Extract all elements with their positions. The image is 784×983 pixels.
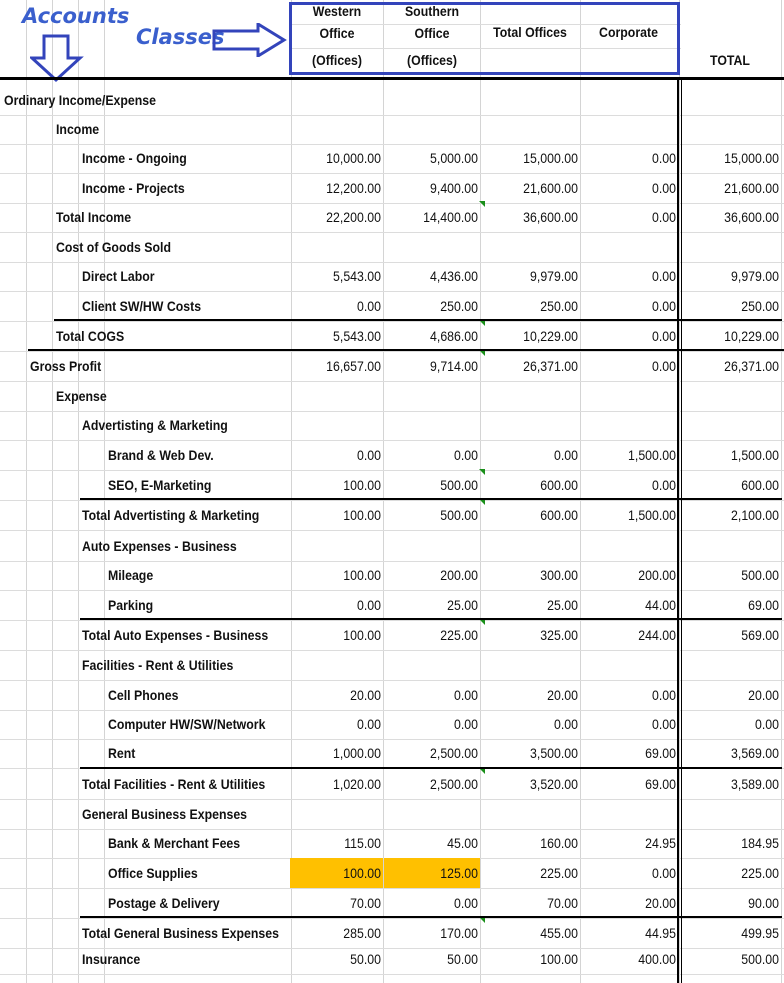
table-row [0, 681, 784, 709]
value-cell[interactable]: 100.00 [343, 567, 381, 583]
row-label[interactable]: Total Facilities - Rent & Utilities [82, 776, 266, 792]
value-cell[interactable]: 9,400.00 [430, 180, 478, 196]
table-row [0, 262, 784, 290]
table-row [0, 800, 784, 828]
value-cell[interactable]: 20.00 [350, 687, 381, 703]
value-cell[interactable]: 0.00 [454, 895, 478, 911]
row-label[interactable]: Insurance [82, 951, 141, 967]
value-cell[interactable]: 1,500.00 [628, 447, 676, 463]
value-cell[interactable]: 36,600.00 [523, 209, 578, 225]
value-cell[interactable]: 44.00 [645, 597, 676, 613]
value-cell[interactable]: 1,000.00 [333, 745, 381, 761]
table-row [0, 86, 784, 114]
value-cell[interactable]: 400.00 [638, 951, 676, 967]
classes-annotation: Classes [136, 25, 225, 49]
header-western-1: Western [312, 3, 362, 19]
value-cell[interactable]: 285.00 [343, 925, 381, 941]
value-cell[interactable]: 12,200.00 [326, 180, 381, 196]
value-cell[interactable]: 26,371.00 [523, 358, 578, 374]
value-cell[interactable]: 160.00 [540, 835, 578, 851]
gross-profit-rule [28, 349, 784, 351]
value-cell[interactable]: 600.00 [741, 477, 779, 493]
value-cell[interactable]: 20.00 [645, 895, 676, 911]
value-cell[interactable]: 90.00 [748, 895, 779, 911]
value-cell[interactable]: 0.00 [652, 865, 676, 881]
value-cell[interactable]: 225.00 [540, 865, 578, 881]
value-cell[interactable]: 1,500.00 [628, 507, 676, 523]
total-rule [80, 916, 782, 918]
row-label[interactable]: Cost of Goods Sold [56, 239, 171, 255]
row-label[interactable]: Mileage [108, 567, 154, 583]
value-cell[interactable]: 22,200.00 [326, 209, 381, 225]
value-cell[interactable]: 500.00 [440, 507, 478, 523]
row-label[interactable]: Total Income [56, 209, 132, 225]
row-label[interactable]: Postage & Delivery [108, 895, 220, 911]
row-label[interactable]: Office Supplies [108, 865, 198, 881]
value-cell[interactable]: 225.00 [440, 627, 478, 643]
value-cell[interactable]: 125.00 [440, 865, 478, 881]
value-cell[interactable]: 4,436.00 [430, 268, 478, 284]
row-label[interactable]: Gross Profit [30, 358, 102, 374]
value-cell[interactable]: 0.00 [652, 477, 676, 493]
value-cell[interactable]: 9,979.00 [731, 268, 779, 284]
value-cell[interactable]: 100.00 [343, 865, 381, 881]
table-row [0, 203, 784, 231]
value-cell[interactable]: 50.00 [447, 951, 478, 967]
value-cell[interactable]: 455.00 [540, 925, 578, 941]
table-row [0, 739, 784, 767]
row-label[interactable]: Advertisting & Marketing [82, 417, 228, 433]
table-row [0, 115, 784, 143]
value-cell[interactable]: 16,657.00 [326, 358, 381, 374]
row-label[interactable]: Client SW/HW Costs [82, 298, 202, 314]
table-row [0, 651, 784, 679]
value-cell[interactable]: 600.00 [540, 477, 578, 493]
row-label[interactable]: Total Auto Expenses - Business [82, 627, 269, 643]
table-row [0, 591, 784, 619]
value-cell[interactable]: 21,600.00 [523, 180, 578, 196]
row-label[interactable]: Ordinary Income/Expense [4, 92, 157, 108]
value-cell[interactable]: 0.00 [755, 716, 779, 732]
value-cell[interactable]: 25.00 [447, 597, 478, 613]
header-southern-1: Southern [404, 3, 460, 19]
value-cell[interactable]: 0.00 [652, 687, 676, 703]
value-cell[interactable]: 0.00 [454, 447, 478, 463]
value-cell[interactable]: 26,371.00 [724, 358, 779, 374]
row-label[interactable]: Total General Business Expenses [82, 925, 279, 941]
value-cell[interactable]: 70.00 [547, 895, 578, 911]
value-cell[interactable]: 0.00 [652, 716, 676, 732]
value-cell[interactable]: 244.00 [638, 627, 676, 643]
total-rule [54, 319, 782, 321]
value-cell[interactable]: 250.00 [741, 298, 779, 314]
row-label[interactable]: Total Advertisting & Marketing [82, 507, 260, 523]
value-cell[interactable]: 0.00 [357, 298, 381, 314]
row-label[interactable]: Facilities - Rent & Utilities [82, 657, 234, 673]
value-cell[interactable]: 9,979.00 [530, 268, 578, 284]
row-label[interactable]: Income - Ongoing [82, 150, 187, 166]
value-cell[interactable]: 0.00 [357, 597, 381, 613]
table-row [0, 411, 784, 439]
value-cell[interactable]: 3,589.00 [731, 776, 779, 792]
value-cell[interactable]: 10,229.00 [724, 328, 779, 344]
table-row [0, 501, 784, 529]
row-label[interactable]: SEO, E-Marketing [108, 477, 212, 493]
table-row [0, 919, 784, 947]
row-label[interactable]: Income [56, 121, 100, 137]
value-cell[interactable]: 200.00 [638, 567, 676, 583]
table-row [0, 352, 784, 380]
value-cell[interactable]: 0.00 [357, 716, 381, 732]
value-cell[interactable]: 2,500.00 [430, 745, 478, 761]
value-cell[interactable]: 15,000.00 [523, 150, 578, 166]
table-row [0, 382, 784, 410]
table-row [0, 532, 784, 560]
table-row [0, 945, 784, 973]
value-cell[interactable]: 24.95 [645, 835, 676, 851]
table-row [0, 710, 784, 738]
value-cell[interactable]: 1,020.00 [333, 776, 381, 792]
row-label[interactable]: Rent [108, 745, 136, 761]
value-cell[interactable]: 100.00 [540, 951, 578, 967]
value-cell[interactable]: 569.00 [741, 627, 779, 643]
header-total: TOTAL [710, 52, 750, 68]
header-separator [0, 77, 784, 80]
value-cell[interactable]: 25.00 [547, 597, 578, 613]
value-cell[interactable]: 100.00 [343, 507, 381, 523]
value-cell[interactable]: 69.00 [748, 597, 779, 613]
table-row [0, 174, 784, 202]
value-cell[interactable]: 500.00 [741, 567, 779, 583]
row-label[interactable]: Computer HW/SW/Network [108, 716, 266, 732]
value-cell[interactable]: 2,500.00 [430, 776, 478, 792]
value-cell[interactable]: 0.00 [454, 687, 478, 703]
value-cell[interactable]: 0.00 [357, 447, 381, 463]
value-cell[interactable]: 9,714.00 [430, 358, 478, 374]
table-row [0, 859, 784, 887]
value-cell[interactable]: 0.00 [652, 358, 676, 374]
value-cell[interactable]: 500.00 [741, 951, 779, 967]
table-row [0, 441, 784, 469]
comment-indicator-icon [479, 469, 485, 475]
value-cell[interactable]: 0.00 [554, 716, 578, 732]
value-cell[interactable]: 20.00 [748, 687, 779, 703]
value-cell[interactable]: 0.00 [652, 150, 676, 166]
value-cell[interactable]: 600.00 [540, 507, 578, 523]
header-western-3: (Offices) [312, 52, 362, 68]
table-row [0, 292, 784, 320]
table-row [0, 889, 784, 917]
value-cell[interactable]: 10,000.00 [326, 150, 381, 166]
value-cell[interactable]: 115.00 [344, 835, 381, 851]
value-cell[interactable]: 3,569.00 [731, 745, 779, 761]
value-cell[interactable]: 50.00 [350, 951, 381, 967]
header-western-2: Office [319, 25, 355, 41]
total-rule [80, 767, 782, 769]
table-row [0, 471, 784, 499]
value-cell[interactable]: 0.00 [652, 328, 676, 344]
value-cell[interactable]: 0.00 [652, 180, 676, 196]
value-cell[interactable]: 3,520.00 [530, 776, 578, 792]
value-cell[interactable]: 4,686.00 [430, 328, 478, 344]
table-row [0, 144, 784, 172]
value-cell[interactable]: 45.00 [447, 835, 478, 851]
value-cell[interactable]: 0.00 [652, 209, 676, 225]
row-label[interactable]: Income - Projects [82, 180, 185, 196]
value-cell[interactable]: 200.00 [440, 567, 478, 583]
header-corporate: Corporate [599, 24, 658, 40]
value-cell[interactable]: 69.00 [645, 745, 676, 761]
value-cell[interactable]: 2,100.00 [731, 507, 779, 523]
value-cell[interactable]: 300.00 [540, 567, 578, 583]
value-cell[interactable]: 69.00 [645, 776, 676, 792]
value-cell[interactable]: 0.00 [652, 268, 676, 284]
value-cell[interactable]: 70.00 [350, 895, 381, 911]
value-cell[interactable]: 5,543.00 [333, 328, 381, 344]
table-row [0, 621, 784, 649]
row-label[interactable]: Bank & Merchant Fees [108, 835, 241, 851]
total-rule [80, 618, 782, 620]
row-label[interactable]: Direct Labor [82, 268, 155, 284]
value-cell[interactable]: 225.00 [741, 865, 779, 881]
row-label[interactable]: Brand & Web Dev. [108, 447, 214, 463]
value-cell[interactable]: 0.00 [652, 298, 676, 314]
value-cell[interactable]: 0.00 [454, 716, 478, 732]
value-cell[interactable]: 499.95 [741, 925, 779, 941]
value-cell[interactable]: 170.00 [440, 925, 478, 941]
table-row [0, 770, 784, 798]
table-row [0, 322, 784, 350]
value-cell[interactable]: 100.00 [343, 477, 381, 493]
header-total-offices: Total Offices [493, 24, 567, 40]
value-cell[interactable]: 5,543.00 [333, 268, 381, 284]
value-cell[interactable]: 250.00 [540, 298, 578, 314]
comment-indicator-icon [479, 201, 485, 207]
row-label[interactable]: Total COGS [56, 328, 125, 344]
table-row [0, 561, 784, 589]
value-cell[interactable]: 325.00 [540, 627, 578, 643]
value-cell[interactable]: 21,600.00 [724, 180, 779, 196]
value-cell[interactable]: 44.95 [645, 925, 676, 941]
table-row [0, 829, 784, 857]
right-arrow-icon [212, 23, 288, 57]
value-cell[interactable]: 15,000.00 [724, 150, 779, 166]
value-cell[interactable]: 5,000.00 [430, 150, 478, 166]
value-cell[interactable]: 10,229.00 [523, 328, 578, 344]
header-southern-3: (Offices) [407, 52, 457, 68]
value-cell[interactable]: 100.00 [343, 627, 381, 643]
row-label[interactable]: Auto Expenses - Business [82, 538, 237, 554]
value-cell[interactable]: 20.00 [547, 687, 578, 703]
value-cell[interactable]: 0.00 [554, 447, 578, 463]
value-cell[interactable]: 1,500.00 [731, 447, 779, 463]
value-cell[interactable]: 184.95 [741, 835, 779, 851]
row-label[interactable]: General Business Expenses [82, 806, 248, 822]
value-cell[interactable]: 500.00 [440, 477, 478, 493]
value-cell[interactable]: 3,500.00 [530, 745, 578, 761]
row-label[interactable]: Expense [56, 388, 107, 404]
value-cell[interactable]: 14,400.00 [423, 209, 478, 225]
value-cell[interactable]: 250.00 [440, 298, 478, 314]
table-row [0, 233, 784, 261]
header-southern-2: Office [414, 25, 450, 41]
total-rule [80, 498, 782, 500]
row-label[interactable]: Parking [108, 597, 154, 613]
accounts-annotation: Accounts [22, 4, 130, 28]
value-cell[interactable]: 36,600.00 [724, 209, 779, 225]
row-label[interactable]: Cell Phones [108, 687, 179, 703]
